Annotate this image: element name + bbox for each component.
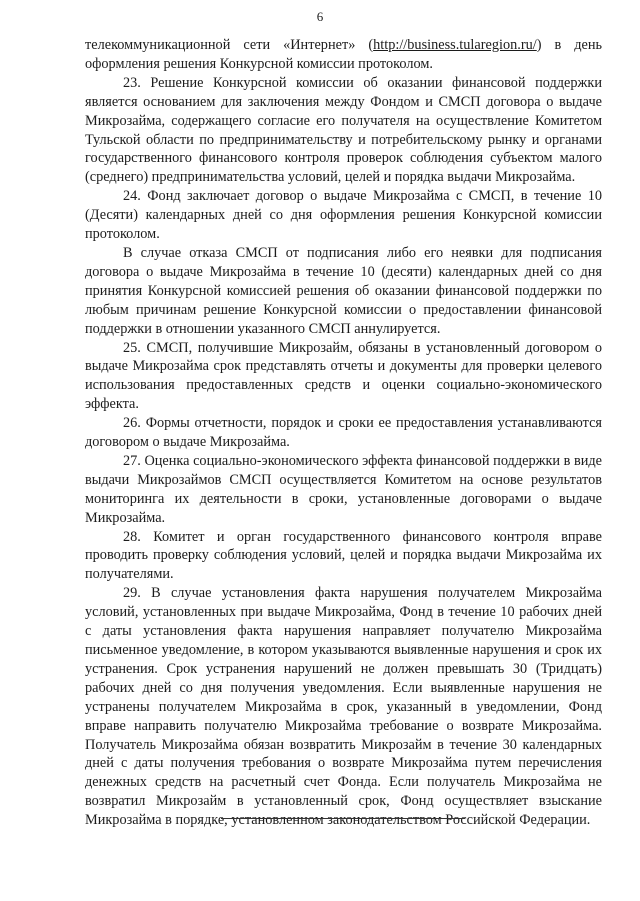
paragraph-24: 24. Фонд заключает договор о выдаче Микрозайма с СМСП, в течение 10 (Десяти) календарных дней со дня оформления решения Конкурсной комиссии протоколом. [85, 188, 602, 243]
paragraph-continuation [85, 36, 602, 74]
paragraph-text-after-link: ) в день оформления решения Конкурсной комиссии протоколом. [85, 37, 603, 72]
paragraph-25: 25. СМСП, получившие Микрозайм, обязаны в установленный договором о выдаче Микрозайма срок представлять отчеты и документы для проверки целевого использования предоставленных средств и оценки социально-экономического эффекта. [85, 339, 602, 413]
page-number: 6 [316, 9, 324, 24]
paragraph-29: 29. В случае установления факта нарушения получателем Микрозайма условий, установленных при выдаче Микрозайма, Фонд в течение 10 рабочих дней с даты установления факта нарушения направляет получателю Микрозайма письменное уведомление, в котором указываются выявленные нарушения и срок их устранения. Срок устранения нарушений не должен превышать 30 (Тридцать) рабочих дней со дня получения уведомления. Если выявленные нарушения не устранены получателем Микрозайма в срок, указанный в уведомлении, Фонд вправе направить получателю Микрозайма требование о возврате Микрозайма. Получатель Микрозайма обязан возвратить Микрозайм в течение 30 календарных дней с даты получения требования о возврате Микрозайма путем перечисления денежных средств на расчетный счет Фонда. Если получатель Микрозайма не возвратил Микрозайм в установленный срок, Фонд осуществляет взыскание Микрозайма в порядке, установленном законодательством Российской Федерации. [85, 585, 602, 829]
document-body [85, 36, 602, 830]
paragraph-27: 27. Оценка социально-экономического эффекта финансовой поддержки в виде выдачи Микрозаймов СМСП осуществляется Комитетом на основе результатов мониторинга их деятельности в сроки, установленные договорами о выдаче Микрозайма. [85, 452, 602, 526]
end-divider-line [221, 818, 465, 819]
paragraph-23: 23. Решение Конкурсной комиссии об оказании финансовой поддержки является основанием для заключения между Фондом и СМСП договора о выдаче Микрозайма, содержащего согласие его получателя на осуществление Комитетом Тульской области по предпринимательству и потребительскому рынку и органами государственного финансового контроля проверок соблюдения субъектом малого (среднего) предпринимательства условий, целей и порядка выдачи Микрозайма. [85, 74, 602, 186]
paragraph-24-refusal: В случае отказа СМСП от подписания либо его неявки для подписания договора о выдаче Микрозайма в течение 10 (десяти) календарных дней со дня принятия Конкурсной комиссией решения об оказании финансовой поддержки по любым причинам решение Конкурсной комиссии о предоставлении финансовой поддержки в отношении указанного СМСП аннулируется. [85, 244, 602, 337]
paragraph-28: 28. Комитет и орган государственного финансового контроля вправе проводить проверку соблюдения условий, целей и порядка выдачи Микрозайма их получателями. [85, 528, 602, 583]
paragraph-26: 26. Формы отчетности, порядок и сроки ее предоставления устанавливаются договором о выдаче Микрозайма. [85, 415, 602, 451]
website-link[interactable]: http://business.tularegion.ru/ [373, 37, 537, 53]
paragraph-text-before-link: телекоммуникационной сети «Интернет» ( [85, 37, 374, 53]
